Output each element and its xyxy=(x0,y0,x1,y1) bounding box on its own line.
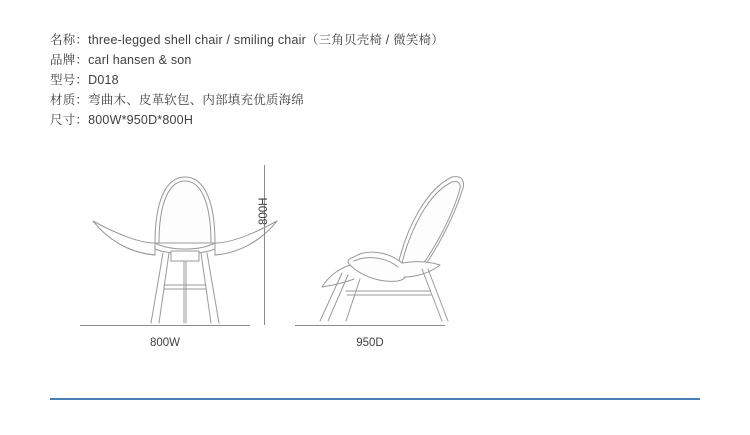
spec-row-name xyxy=(50,30,690,50)
spec-row-brand xyxy=(50,50,690,70)
height-dimension-label: 800H xyxy=(258,197,270,225)
depth-dimension-label: 950D xyxy=(356,337,384,349)
front-view-baseline xyxy=(80,325,250,326)
side-view-baseline xyxy=(295,325,445,326)
spec-value-dimensions: 800W*950D*800H xyxy=(88,113,194,127)
spec-value-material: 弯曲木、皮革软包、内部填充优质海绵 xyxy=(88,93,305,107)
front-view-chair-drawing xyxy=(85,165,285,325)
side-view-chair-drawing xyxy=(302,165,502,325)
spec-row-dimensions xyxy=(50,110,690,130)
spec-label-name: 名称： xyxy=(50,33,89,47)
specification-list xyxy=(50,30,690,130)
dimension-diagram xyxy=(50,165,700,365)
spec-row-material xyxy=(50,90,690,110)
spec-label-brand: 品牌： xyxy=(50,53,89,67)
height-dimension-axis xyxy=(264,165,265,325)
spec-label-dimensions: 尺寸： xyxy=(50,113,89,127)
footer-divider xyxy=(50,398,700,400)
spec-value-brand: carl hansen & son xyxy=(88,53,192,67)
spec-label-model: 型号： xyxy=(50,73,89,87)
width-dimension-label: 800W xyxy=(149,337,181,349)
spec-row-model xyxy=(50,70,690,90)
spec-value-model: D018 xyxy=(88,73,119,87)
spec-label-material: 材质： xyxy=(50,93,89,107)
spec-value-name: three-legged shell chair / smiling chair（三角贝壳椅 / 微笑椅） xyxy=(88,33,444,47)
